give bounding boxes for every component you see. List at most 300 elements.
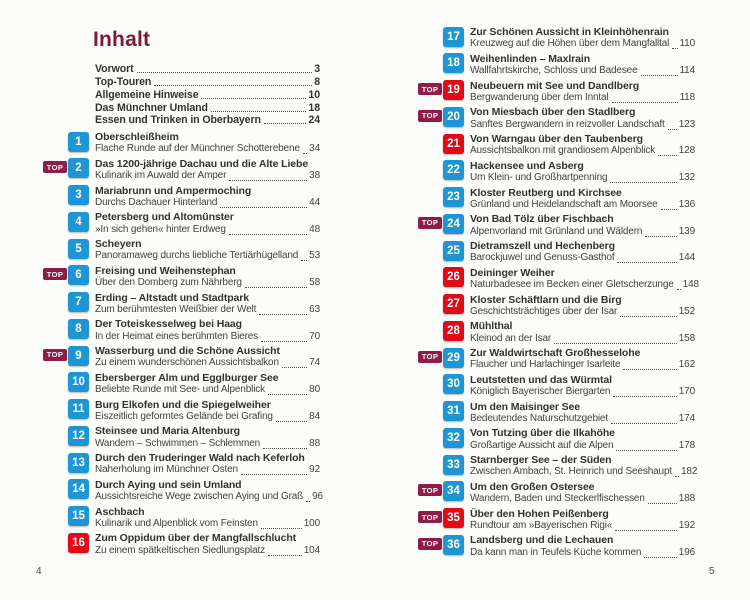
tour-subtitle-row [95,384,320,397]
leader-dots [261,341,307,342]
front-matter-label: Essen und Trinken in Oberbayern [95,114,261,127]
leader-dots [672,48,677,49]
tour-number-box [68,426,89,446]
tour-page-number: 139 [678,225,695,237]
tour-number-box [443,374,464,394]
tour-number: 15 [72,510,85,522]
tour-subtitle: Aussichtsbalkon mit grandiosem Alpenblick [470,145,656,157]
tour-page-number: 100 [303,517,320,529]
front-matter-page-number: 24 [308,114,320,127]
tour-subtitle: »In sich gehen« hinter Erdweg [95,223,226,235]
tour-subtitle-row [470,226,695,239]
leader-dots [259,314,307,315]
leader-dots [276,421,307,422]
tour-number: 36 [447,538,460,551]
tour-text [470,481,695,506]
tour-subtitle: Wandern, Baden und Steckerlfischessen [470,493,645,505]
front-matter-item [95,114,320,127]
tour-page-number: 70 [309,330,320,342]
front-matter-item [95,101,320,114]
tour-subtitle: Kleinod an der Isar [470,332,552,344]
tour-subtitle-row [470,466,698,479]
tour-entry [418,374,695,401]
tour-title: Weihenlinden – Maxlrain [470,52,591,65]
tour-number-box [443,241,464,261]
tour-subtitle: Großartige Aussicht auf die Alpen [470,439,614,451]
tour-subtitle-row [470,92,695,105]
tour-subtitle-row [95,518,320,531]
tour-page-number: 114 [679,65,695,77]
tour-page-number: 196 [678,546,695,558]
tour-number: 25 [447,244,460,257]
tour-title: Landsberg und die Lechauen [470,534,614,547]
tour-number: 8 [75,322,82,335]
tour-subtitle: Zu einem wunderschönen Aussichtsbalkon [95,357,279,369]
tour-title: Das 1200-jährige Dachau und die Alte Liebe [95,157,309,170]
tour-number: 28 [447,324,460,337]
tour-text [470,213,695,238]
tour-title: Um den Maisinger See [470,400,581,413]
tour-subtitle-row [470,172,695,185]
tour-page-number: 188 [678,493,695,505]
tour-subtitle: Kulinarik und Alpenblick vom Feinsten [95,517,258,529]
top-badge: TOP [43,161,67,173]
tour-number-box [68,453,89,473]
tour-title: Petersberg und Altomünster [95,211,234,224]
leader-dots [303,153,307,154]
tour-title: Freising und Weihenstephan [95,264,236,277]
tour-subtitle-row [95,224,320,237]
tour-text [470,427,695,452]
tour-number-box [443,401,464,421]
tour-number: 7 [75,296,82,308]
leader-dots [645,236,676,237]
tour-page-number: 84 [309,410,320,422]
tour-entry [418,80,695,107]
leader-dots [554,343,677,344]
tour-number: 31 [447,405,460,417]
tour-title: Wasserburg und die Schöne Aussicht [95,345,280,357]
tour-number: 11 [72,403,85,415]
tour-page-number: 96 [312,491,323,503]
tour-number: 23 [447,191,460,203]
tour-text [470,160,695,185]
tour-title: Ebersberger Alm und Egglburger See [95,371,279,384]
tour-subtitle: Bedeutendes Naturschutzgebiet [470,412,608,424]
tour-title: Kloster Schäftlarn und die Birg [470,293,622,306]
tour-entry [43,185,320,212]
tour-number-box [443,80,464,100]
leader-dots [282,367,307,368]
tour-subtitle-row [470,440,695,453]
tour-number: 14 [72,483,85,496]
tour-page-number: 158 [678,332,695,344]
tour-text [95,185,320,210]
leader-dots [201,98,306,99]
tour-number-box [443,107,464,127]
tour-subtitle: Naherholung im Münchner Osten [95,464,238,476]
tour-entry [43,452,320,479]
tour-subtitle-row [470,199,695,212]
tour-entry [418,320,695,347]
tour-page-number: 92 [309,464,320,476]
tour-page-number: 148 [682,279,699,291]
leader-dots [268,394,307,395]
tour-title: Durch den Truderinger Wald nach Keferloh [95,452,305,464]
tour-number: 6 [75,269,82,282]
tour-title: Von Bad Tölz über Fischbach [470,213,614,226]
tour-number: 29 [447,351,460,364]
tour-page-number: 174 [678,412,695,424]
tour-subtitle: Da kann man in Teufels Küche kommen [470,546,642,558]
tour-title: Von Tutzing über die Ilkahöhe [470,427,615,440]
tour-entry [43,238,320,265]
tour-number-box [443,535,464,555]
leader-dots [612,102,678,103]
tour-entry [43,532,320,559]
tour-title: Über den Hohen Peißenberg [470,507,609,520]
tour-text [470,347,695,372]
tour-entry [43,345,320,372]
tour-subtitle-row [95,491,323,504]
tour-title: Scheyern [95,238,142,250]
tour-page-number: 162 [678,359,695,371]
tour-title: Mariabrunn und Ampermoching [95,184,252,197]
tour-entry [418,508,695,535]
leader-dots [211,111,307,112]
leader-dots [616,450,676,451]
leader-dots [677,289,681,290]
tour-number-box [68,479,89,499]
tour-subtitle-row [470,306,695,319]
tour-subtitle-row [470,119,695,132]
tour-subtitle-row [470,520,695,533]
tour-title: Mühlthal [470,320,513,333]
tour-number: 5 [75,242,82,255]
leader-dots [617,262,676,263]
tour-number-box [443,321,464,341]
tour-page-number: 170 [678,386,695,398]
tour-number-box [68,185,89,205]
tour-subtitle-row [95,250,320,263]
tour-entry [43,292,320,319]
leader-dots [241,474,307,475]
folio-right: 5 [709,566,715,577]
tour-subtitle-row [470,333,695,346]
tour-text [95,292,320,317]
tour-subtitle: Kulinarik im Auwald der Amper [95,170,227,182]
tour-subtitle-row [95,304,320,317]
tour-text [95,345,320,370]
front-matter-item [95,62,320,75]
tour-number-box [443,214,464,234]
leader-dots [154,85,312,86]
tour-subtitle: Um Klein- und Großhartpenning [470,172,608,184]
tour-title: Starnberger See – der Süden [470,454,612,466]
leader-dots [648,503,677,504]
tour-number: 3 [75,189,82,201]
tour-title: Deininger Weiher [470,266,555,279]
tour-number: 12 [72,429,85,442]
tour-text [470,294,695,319]
tour-subtitle-row [95,197,320,210]
leader-dots [644,557,676,558]
tour-number-box [443,267,464,287]
tour-subtitle: Bergwanderung über dem Inntal [470,91,609,103]
tour-subtitle-row [470,386,695,399]
tour-subtitle: Zu einem spätkeltischen Siedlungsplatz [95,544,265,556]
front-matter-label: Das Münchner Umland [95,101,208,114]
tour-text [470,187,695,212]
tour-title: Neubeuern mit See und Dandlberg [470,79,640,92]
tour-number-box [443,428,464,448]
tour-title: Dietramszell und Hechenberg [470,240,615,252]
tour-number: 13 [72,456,85,469]
top-badge: TOP [418,217,442,229]
front-matter-page-number: 3 [314,62,320,75]
tour-entry [43,265,320,292]
tour-number-box [68,533,89,553]
tour-number: 26 [447,271,460,284]
toc-column-left [43,131,323,559]
tour-title: Um den Großen Ostersee [470,480,595,493]
tour-subtitle: Wandern – Schwimmen – Schlemmen [95,437,261,449]
tour-subtitle: In der Heimat eines berühmten Bieres [95,330,259,342]
tour-subtitle: Barockjuwel und Genuss-Gasthof [470,252,615,264]
tour-page-number: 48 [309,223,320,235]
leader-dots [668,129,677,130]
tour-page-number: 182 [681,466,698,478]
tour-number-box [68,292,89,312]
top-badge: TOP [418,484,442,496]
tour-number-box [68,132,89,152]
tour-number-box [443,481,464,501]
tour-entry [43,506,320,533]
tour-title: Leutstetten und das Würmtal [470,373,612,386]
tour-entry [418,294,695,321]
tour-entry [43,372,320,399]
tour-page-number: 44 [309,196,320,208]
tour-number: 17 [447,30,460,43]
tour-entry [43,318,320,345]
tour-number: 19 [447,84,460,96]
front-matter-item [95,88,320,101]
tour-page-number: 80 [309,384,320,396]
tour-entry [43,399,320,426]
tour-entry [418,427,695,454]
tour-subtitle-row [470,359,695,372]
tour-subtitle: Kreuzweg auf die Höhen über dem Mangfalltal [470,38,670,50]
tour-number: 22 [447,164,460,177]
tour-number: 18 [447,57,460,70]
tour-text [95,399,320,424]
top-badge: TOP [418,351,442,363]
tour-title: Von Miesbach über den Stadlberg [470,106,636,119]
tour-title: Hackensee und Asberg [470,159,584,172]
tour-text [95,318,320,343]
leader-dots [610,182,676,183]
tour-number: 4 [75,215,82,228]
tour-page-number: 110 [679,38,695,50]
leader-dots [220,207,307,208]
tour-subtitle: Zwischen Ambach, St. Heinrich und Seeshaupt [470,466,672,478]
tour-subtitle-row [95,464,320,477]
tour-subtitle-row [95,357,320,370]
tour-number: 27 [447,298,460,310]
tour-number-box [68,399,89,419]
leader-dots [620,316,677,317]
tour-title: Erding – Altstadt und Stadtpark [95,291,250,304]
tour-number: 1 [75,135,82,148]
tour-page-number: 38 [309,170,320,182]
leader-dots [245,287,307,288]
tour-subtitle-row [95,438,320,451]
tour-text [95,506,320,531]
top-badge: TOP [43,349,67,361]
tour-page-number: 178 [678,439,695,451]
tour-number: 35 [447,512,460,524]
tour-number-box [68,212,89,232]
tour-page-number: 123 [678,118,695,130]
tour-subtitle: Naturbadesee im Becken einer Gletscherzunge [470,279,674,291]
tour-number: 21 [447,137,460,150]
tour-number-box [443,134,464,154]
tour-entry [418,53,695,80]
tour-title: Aschbach [95,505,145,518]
tour-text [470,401,695,426]
tour-page-number: 128 [678,145,695,157]
leader-dots [229,234,307,235]
tour-subtitle-row [470,252,695,265]
leader-dots [301,260,307,261]
tour-entry [418,106,695,133]
tour-page-number: 152 [678,305,695,317]
tour-subtitle: Wallfahrtskirche, Schloss und Badesee [470,65,638,77]
tour-page-number: 104 [303,544,320,556]
tour-number-box [68,158,89,178]
tour-text [95,532,320,557]
tour-subtitle: Aussichtsreiche Wege zwischen Aying und Graß [95,491,304,503]
tour-number-box [68,506,89,526]
leader-dots [623,369,676,370]
leader-dots [268,555,302,556]
tour-entry [43,158,320,185]
tour-entry [418,534,695,561]
tour-text [95,372,320,397]
leader-dots [641,75,678,76]
tour-title: Oberschleißheim [95,131,179,143]
tour-page-number: 58 [309,277,320,289]
tour-text [470,26,695,51]
tour-subtitle-row [470,413,695,426]
tour-subtitle-row [95,411,320,424]
tour-subtitle: Grünland und Heidelandschaft am Moorsee [470,198,658,210]
tour-entry [418,347,695,374]
tour-page-number: 63 [309,303,320,315]
tour-text [470,106,695,131]
tour-entry [43,425,320,452]
front-matter-page-number: 8 [314,75,320,88]
tour-subtitle-row [470,279,699,292]
tour-number: 9 [75,349,82,362]
tour-entry [418,160,695,187]
tour-subtitle: Sanftes Bergwandern in reizvoller Landschaft [470,118,665,130]
tour-entry [418,240,695,267]
tour-title: Zur Schönen Aussicht in Kleinhöhenrain [470,26,669,38]
top-badge: TOP [418,511,442,523]
tour-number-box [68,319,89,339]
tour-entry [418,401,695,428]
tour-page-number: 34 [309,143,320,155]
tour-number: 16 [72,536,85,549]
tour-subtitle-row [470,493,695,506]
tour-entry [418,133,695,160]
tour-subtitle: Eiszeitlich geformtes Gelände bei Grafing [95,410,273,422]
front-matter-page-number: 18 [308,101,320,114]
leader-dots [658,155,677,156]
tour-text [95,265,320,290]
tour-subtitle: Flaucher und Harlachinger Isarleite [470,359,621,371]
tour-text [470,508,695,533]
tour-number-box [443,294,464,314]
tour-number-box [443,187,464,207]
tour-number: 20 [447,110,460,123]
tour-number: 30 [447,378,460,391]
tour-number: 24 [447,217,460,230]
tour-number-box [68,239,89,259]
tour-text [95,158,320,183]
leader-dots [661,209,677,210]
tour-text [470,374,695,399]
tour-subtitle-row [470,547,695,560]
tour-number-box [68,346,89,366]
tour-page-number: 118 [679,91,695,103]
top-badge: TOP [418,110,442,122]
tour-text [470,266,699,292]
tour-subtitle: Zum berühmtesten Weißbier der Welt [95,303,257,315]
tour-entry [418,266,699,294]
tour-entry [418,213,695,240]
top-badge: TOP [43,268,67,280]
tour-page-number: 88 [309,437,320,449]
tour-entry [43,131,320,158]
tour-text [95,131,320,156]
leader-dots [263,448,307,449]
tour-text [95,211,320,236]
tour-title: Steinsee und Maria Altenburg [95,425,241,438]
leader-dots [611,423,677,424]
tour-title: Durch Aying und sein Umland [95,478,242,491]
tour-text [470,534,695,559]
tour-number-box [443,160,464,180]
tour-number-box [68,265,89,285]
front-matter-item [95,75,320,88]
tour-page-number: 144 [678,252,695,264]
tour-number: 33 [447,458,460,471]
tour-number-box [443,348,464,368]
tour-text [95,478,323,504]
tour-text [95,452,320,477]
tour-subtitle: Beliebte Runde mit See- und Alpenblick [95,384,265,396]
tour-subtitle: Alpenvorland mit Grünland und Wäldern [470,225,643,237]
tour-title: Kloster Reutberg und Kirchsee [470,186,622,199]
tour-subtitle-row [470,65,695,78]
leader-dots [264,123,307,124]
leader-dots [615,530,677,531]
tour-text [470,320,695,345]
tour-entry [43,478,323,506]
leader-dots [675,476,679,477]
